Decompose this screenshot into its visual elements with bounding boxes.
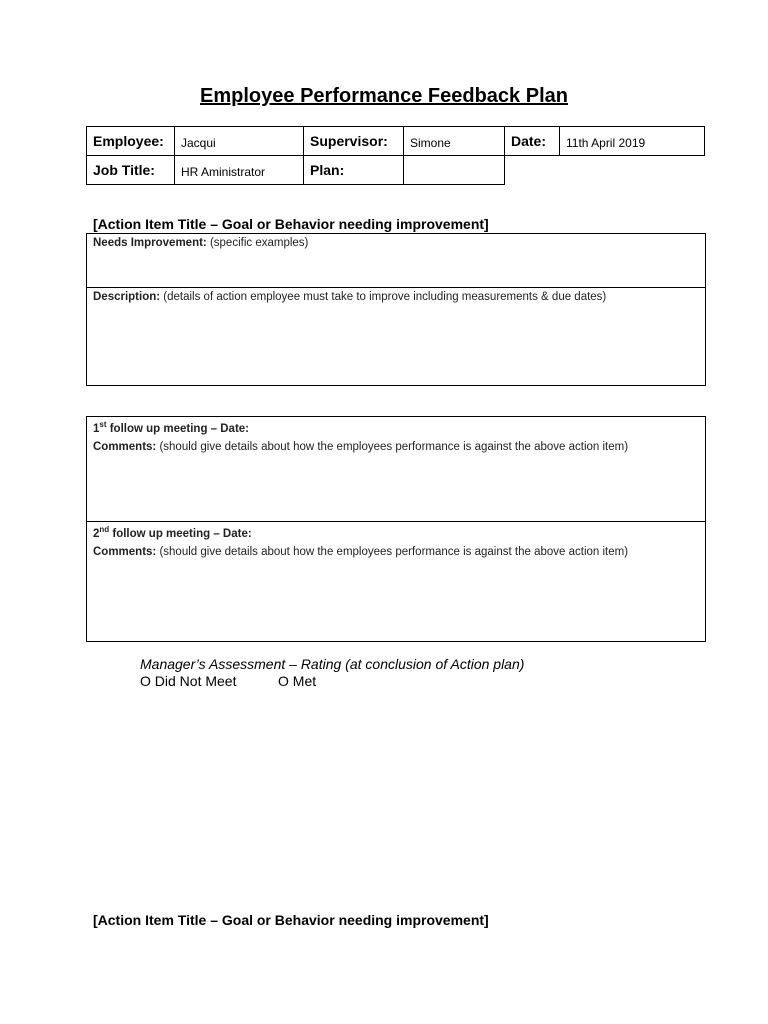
option-did-not-meet[interactable]: O Did Not Meet — [140, 673, 237, 689]
followup-1-number: 1 — [93, 422, 100, 435]
date-field[interactable]: 11th April 2019 — [560, 127, 705, 156]
needs-improvement-label: Needs Improvement: — [93, 237, 207, 249]
followup-2-number: 2 — [93, 527, 100, 540]
followup-2-ordinal: nd — [99, 525, 110, 534]
empty-cell — [505, 156, 560, 185]
supervisor-label: Supervisor: — [304, 127, 404, 156]
page-title — [0, 85, 768, 108]
description-label: Description: — [93, 291, 161, 303]
assessment-heading — [140, 656, 524, 672]
manager-assessment — [140, 656, 524, 689]
needs-improvement-cell[interactable] — [87, 234, 705, 288]
followup-1-heading — [93, 417, 699, 435]
followup-2-cell[interactable] — [87, 522, 705, 641]
employee-field[interactable]: Jacqui — [175, 127, 304, 156]
description-cell[interactable] — [87, 288, 705, 385]
plan-label: Plan: — [304, 156, 404, 185]
followup-2-comments-label: Comments: — [93, 545, 157, 558]
employee-info-table — [86, 126, 705, 185]
description-hint: (details of action employee must take to improve including measurements & due dates) — [160, 291, 607, 303]
assessment-rating-text: – Rating (at conclusion of Action plan) — [285, 656, 525, 672]
action-item-box — [86, 233, 706, 386]
followup-box — [86, 416, 706, 642]
followup-1-comments-label: Comments: — [93, 440, 157, 453]
assessment-label: Manager’s Assessment — [140, 656, 286, 672]
option-met[interactable]: O Met — [278, 673, 317, 689]
followup-2-heading — [93, 522, 699, 540]
followup-1-heading-text: follow up meeting – Date: — [106, 422, 250, 435]
date-label: Date: — [505, 127, 560, 156]
action-item-title-2: [Action Item Title – Goal or Behavior needing improvement] — [93, 912, 489, 928]
action-item-title: [Action Item Title – Goal or Behavior needing improvement] — [93, 216, 489, 232]
followup-1-comments-hint: (should give details about how the employees performance is against the above action item) — [156, 440, 629, 453]
followup-1-ordinal: st — [99, 420, 107, 429]
assessment-options — [140, 673, 524, 689]
job-title-label: Job Title: — [87, 156, 175, 185]
followup-2-comments-hint: (should give details about how the employees performance is against the above action item) — [156, 545, 629, 558]
needs-improvement-hint: (specific examples) — [206, 237, 309, 249]
page-title-text: Employee Performance Feedback Plan — [200, 85, 568, 107]
followup-2-heading-text: follow up meeting – Date: — [109, 527, 252, 540]
followup-1-cell[interactable] — [87, 417, 705, 522]
empty-cell — [560, 156, 705, 185]
plan-field[interactable] — [404, 156, 505, 185]
supervisor-field[interactable]: Simone — [404, 127, 505, 156]
employee-label: Employee: — [87, 127, 175, 156]
job-title-field[interactable]: HR Aministrator — [175, 156, 304, 185]
